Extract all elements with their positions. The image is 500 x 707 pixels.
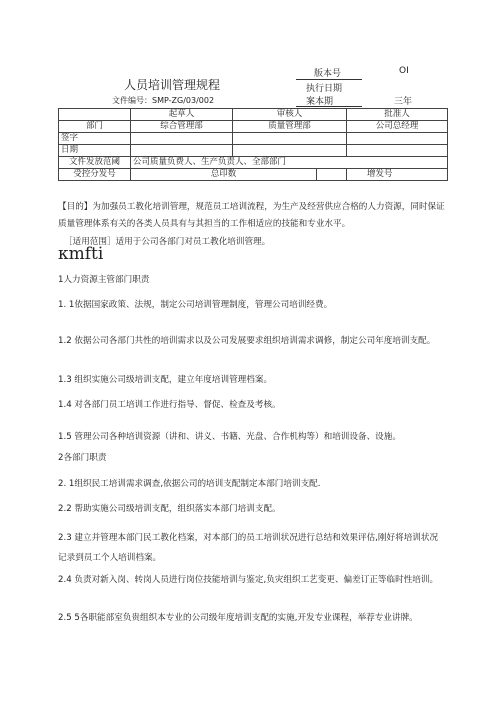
print-count-value [317, 169, 347, 181]
paragraph-2-3: 2.3 建立并管理本部门民工教化档案，对本部门的员工培训状况进行总结和效果评估,刚好将培训状况记录到员工个人培训档案。 [58, 533, 439, 563]
distribution-value: 公司质量负费人、生产负责人、全部部门 [131, 157, 448, 169]
added-no-label: 增发号 [347, 169, 448, 181]
col-header-reviewer: 审核人 [233, 109, 347, 121]
paragraph-1-2: 1.2 依据公司各部门共性的培训需求以及公司发展要求组织培训需求调修，制定公司年度培训支配。 [58, 336, 436, 346]
row-label-date: 日期 [59, 145, 131, 157]
document-number: 文件编号：SMP-ZG/03/002 [112, 96, 215, 105]
paragraph-2-2: 2.2 帮助实施公司级培训支配，组织落实本部门培训支配。 [58, 504, 281, 514]
paragraph-1-4: 1.4 对各部门员工培训工作进行指导、督促、检查及考核。 [58, 400, 281, 410]
controlled-no-label: 受控分发号 [59, 169, 131, 181]
col-header-approver: 批准人 [347, 109, 448, 121]
purpose-paragraph: 【目的】为加强员工教化培训管理，规范员工培训流程，为生产及经营供应合格的人力资源，同时保证质量管理体系有关的各类人员具有与其担当的工作相适应的技能和专业水平。 [58, 202, 445, 229]
paragraph-2-1: 2. 1组织民工培训需求调查,依据公司的培训支配制定本部门培训支配. [58, 479, 321, 489]
distribution-label: 文件发放范阈 [59, 157, 131, 169]
version-label: 版本号 [314, 69, 342, 79]
paragraph-1-1: 1. 1依据国家政策、法规，制定公司培训管理制度，管理公司培训经费。 [58, 300, 333, 310]
cell-reviewer-signature [233, 133, 347, 145]
cell-approver-date [347, 145, 448, 157]
table-corner-cell [59, 109, 131, 121]
section-big-heading: κmfti [58, 244, 104, 264]
section-heading-1: 1人力资源主管部门职责 [58, 275, 150, 285]
effective-date-label: 执行日期 [306, 84, 343, 94]
section-heading-2: 2各部门职责 [58, 453, 107, 463]
review-period-underline [296, 106, 362, 107]
cell-drafter-date [131, 145, 233, 157]
review-period-label: 案本期 [306, 97, 334, 107]
cell-drafter-signature [131, 133, 233, 145]
paragraph-2-5: 2.5 5各职能部室负贵组织本专业的公司级年度培训支配的实施,开发专业课程，举荐专业讲牌。 [58, 613, 418, 623]
table-row [59, 145, 448, 157]
table-row [59, 169, 448, 181]
review-period-value: 三年 [394, 97, 413, 107]
table-row [59, 157, 448, 169]
table-header-row [59, 109, 448, 121]
row-label-signature: 签字 [59, 133, 131, 145]
row-label-department: 部门 [59, 121, 131, 133]
version-underline [296, 79, 362, 80]
cell-approver-department: 公司总经理 [347, 121, 448, 133]
table-row [59, 121, 448, 133]
paragraph-2-4: 2.4 负责对新入岗、转岗人员进行岗位技能培训与鉴定,负灾组织工艺变更、偏差订正等临时性培训。 [58, 575, 439, 585]
scope-paragraph: ［适用范围］适用于公司各部门对员工教化培训管理。 [64, 237, 271, 247]
document-control-table [58, 108, 448, 181]
document-title: 人员培训管理规程 [124, 78, 221, 92]
cell-approver-signature [347, 133, 448, 145]
col-header-drafter: 起草人 [131, 109, 233, 121]
cell-reviewer-date [233, 145, 347, 157]
table-row [59, 133, 448, 145]
print-count-label: 总印数 [131, 169, 317, 181]
paragraph-1-3: 1.3 组织实施公司级培训支配，建立年度培训管理档案。 [58, 375, 273, 385]
version-value: OI [399, 66, 409, 76]
paragraph-1-5: 1.5 管理公司各种培训资源（讲和、讲义、书籍、光盘、合作机构等）和培训设备、设施。 [58, 432, 401, 442]
cell-drafter-department: 综合管理部 [131, 121, 233, 133]
cell-reviewer-department: 质量管理部 [233, 121, 347, 133]
